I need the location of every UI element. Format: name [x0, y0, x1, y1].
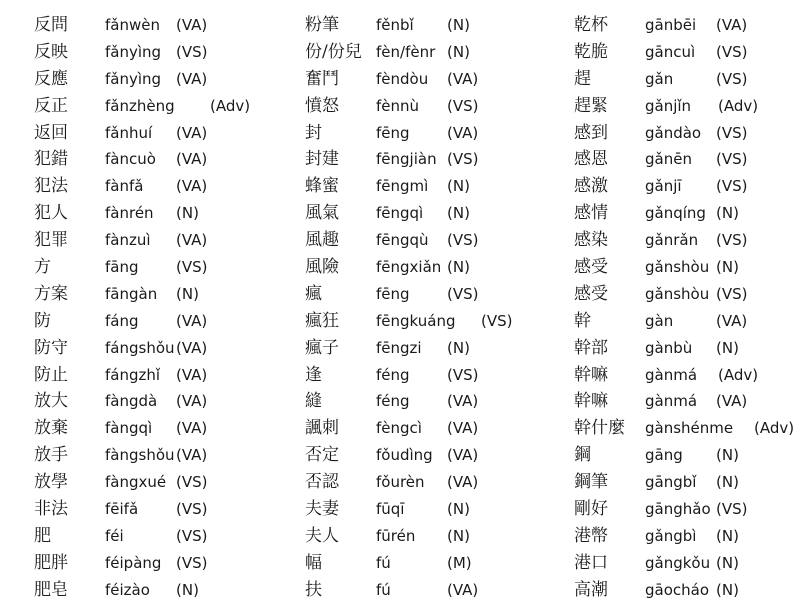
entry-pinyin: féng [376, 392, 410, 411]
entry-hanzi: 剛好 [574, 499, 608, 520]
entry-part-of-speech: (VA) [447, 69, 479, 88]
entry-hanzi: 乾脆 [574, 41, 608, 62]
entry-pinyin: gāncuì [645, 42, 696, 61]
entry-hanzi: 扶 [305, 579, 322, 600]
entry-pinyin: fǎnyìng [105, 42, 162, 61]
entry-part-of-speech: (VA) [176, 311, 208, 330]
entry-part-of-speech: (VS) [716, 231, 748, 250]
entry-part-of-speech: (VA) [176, 150, 208, 169]
entry-part-of-speech: (VS) [447, 365, 479, 384]
entry-hanzi: 犯人 [34, 203, 68, 224]
entry-part-of-speech: (VS) [447, 150, 479, 169]
entry-hanzi: 感到 [574, 122, 608, 143]
entry-hanzi: 防 [34, 310, 51, 331]
entry-pinyin: gāocháo [645, 580, 710, 599]
entry-hanzi: 肥皂 [34, 579, 68, 600]
entry-pinyin: fǒurèn [376, 473, 425, 492]
entry-pinyin: fāng [105, 258, 139, 277]
entry-part-of-speech: (VA) [176, 338, 208, 357]
entry-hanzi: 高潮 [574, 579, 608, 600]
entry-hanzi: 憤怒 [305, 95, 339, 116]
entry-hanzi: 否認 [305, 472, 339, 493]
entry-hanzi: 粉筆 [305, 15, 339, 35]
entry-pinyin: féi [105, 526, 124, 545]
entry-part-of-speech: (VS) [716, 69, 748, 88]
entry-part-of-speech: (N) [447, 204, 470, 223]
entry-part-of-speech: (VA) [176, 446, 208, 465]
entry-hanzi: 港口 [574, 552, 608, 573]
entry-hanzi: 夫人 [305, 525, 339, 546]
entry-part-of-speech: (M) [447, 553, 472, 572]
entry-part-of-speech: (N) [716, 526, 739, 545]
entry-part-of-speech: (VA) [447, 123, 479, 142]
entry-part-of-speech: (VS) [176, 500, 208, 519]
entry-pinyin: fàngshǒu [105, 446, 175, 465]
entry-hanzi: 放手 [34, 445, 68, 466]
entry-hanzi: 封 [305, 122, 322, 143]
entry-part-of-speech: (N) [176, 284, 199, 303]
entry-hanzi: 趕緊 [574, 95, 608, 116]
entry-hanzi: 犯罪 [34, 230, 68, 251]
entry-part-of-speech: (VS) [716, 150, 748, 169]
entry-part-of-speech: (VA) [447, 446, 479, 465]
entry-part-of-speech: (VS) [176, 473, 208, 492]
entry-hanzi: 非法 [34, 499, 68, 520]
entry-pinyin: fūqī [376, 500, 405, 519]
entry-part-of-speech: (Adv) [718, 365, 759, 384]
entry-part-of-speech: (VS) [176, 553, 208, 572]
entry-part-of-speech: (N) [176, 580, 199, 599]
entry-pinyin: gǎndào [645, 123, 702, 142]
entry-pinyin: fǒudìng [376, 446, 433, 465]
entry-pinyin: fànrén [105, 204, 154, 223]
entry-part-of-speech: (Adv) [718, 96, 759, 115]
entry-part-of-speech: (VA) [176, 392, 208, 411]
entry-hanzi: 幹部 [574, 337, 608, 358]
entry-hanzi: 感情 [574, 203, 608, 224]
entry-pinyin: fēngzi [376, 338, 422, 357]
entry-hanzi: 防守 [34, 337, 68, 358]
entry-pinyin: gǎnrǎn [645, 231, 699, 250]
entry-pinyin: fēng [376, 284, 410, 303]
entry-hanzi: 反映 [34, 41, 68, 62]
entry-part-of-speech: (VS) [716, 42, 748, 61]
entry-hanzi: 反正 [34, 95, 68, 116]
entry-hanzi: 防止 [34, 364, 68, 385]
entry-part-of-speech: (N) [447, 16, 470, 34]
entry-pinyin: gānbēi [645, 16, 697, 34]
entry-pinyin: gànshénme [645, 419, 734, 438]
entry-part-of-speech: (VA) [447, 392, 479, 411]
entry-pinyin: gānghǎo [645, 500, 711, 519]
entry-hanzi: 犯錯 [34, 149, 68, 170]
entry-hanzi: 奮鬥 [305, 68, 339, 89]
entry-part-of-speech: (VS) [716, 500, 748, 519]
entry-hanzi: 逢 [305, 364, 322, 385]
entry-pinyin: gǎngkǒu [645, 553, 711, 572]
entry-pinyin: fūrén [376, 526, 416, 545]
entry-hanzi: 夫妻 [305, 499, 339, 520]
entry-part-of-speech: (VS) [716, 177, 748, 196]
entry-pinyin: fáng [105, 311, 139, 330]
entry-pinyin: gǎnēn [645, 150, 692, 169]
entry-part-of-speech: (VA) [176, 365, 208, 384]
entry-hanzi: 肥 [34, 525, 51, 546]
entry-part-of-speech: (Adv) [210, 96, 251, 115]
entry-hanzi: 方案 [34, 283, 68, 304]
entry-part-of-speech: (N) [447, 500, 470, 519]
entry-part-of-speech: (N) [447, 526, 470, 545]
entry-hanzi: 幹嘛 [574, 391, 608, 412]
entry-pinyin: gànmá [645, 365, 698, 384]
entry-hanzi: 趕 [574, 68, 591, 89]
entry-hanzi: 風險 [305, 257, 339, 278]
entry-pinyin: fēngxiǎn [376, 258, 442, 277]
entry-part-of-speech: (VA) [176, 419, 208, 438]
entry-part-of-speech: (VS) [447, 96, 479, 115]
entry-hanzi: 放學 [34, 472, 68, 493]
entry-part-of-speech: (VS) [176, 258, 208, 277]
entry-part-of-speech: (VS) [481, 311, 513, 330]
entry-part-of-speech: (N) [447, 42, 470, 61]
entry-hanzi: 肥胖 [34, 552, 68, 573]
entry-hanzi: 港幣 [574, 525, 608, 546]
entry-pinyin: fǎnyìng [105, 69, 162, 88]
entry-part-of-speech: (N) [716, 446, 739, 465]
entry-pinyin: gǎnshòu [645, 284, 710, 303]
entry-pinyin: gǎn [645, 69, 674, 88]
entry-hanzi: 感恩 [574, 149, 608, 170]
entry-pinyin: fàngdà [105, 392, 158, 411]
entry-pinyin: fēngqì [376, 204, 424, 223]
entry-part-of-speech: (N) [716, 258, 739, 277]
entry-pinyin: fāngàn [105, 284, 158, 303]
entry-hanzi: 諷刺 [305, 418, 339, 439]
entry-pinyin: gǎnjī [645, 177, 682, 196]
entry-pinyin: fènnù [376, 96, 420, 115]
entry-pinyin: fàngqì [105, 419, 153, 438]
entry-hanzi: 風氣 [305, 203, 339, 224]
entry-part-of-speech: (N) [447, 177, 470, 196]
entry-pinyin: fèn/fènr [376, 42, 436, 61]
entry-hanzi: 瘋子 [305, 337, 339, 358]
entry-pinyin: fēngqù [376, 231, 429, 250]
entry-pinyin: fǎnwèn [105, 16, 160, 34]
entry-hanzi: 否定 [305, 445, 339, 466]
entry-pinyin: fēngkuáng [376, 311, 456, 330]
entry-pinyin: fèndòu [376, 69, 429, 88]
entry-pinyin: gànmá [645, 392, 698, 411]
entry-pinyin: fàncuò [105, 150, 156, 169]
entry-part-of-speech: (VA) [716, 392, 748, 411]
entry-hanzi: 感染 [574, 230, 608, 251]
entry-pinyin: gǎngbì [645, 526, 697, 545]
entry-part-of-speech: (VA) [716, 311, 748, 330]
entry-part-of-speech: (N) [716, 553, 739, 572]
entry-pinyin: fēng [376, 123, 410, 142]
entry-part-of-speech: (VA) [716, 16, 748, 34]
entry-pinyin: fú [376, 553, 391, 572]
entry-pinyin: fēngjiàn [376, 150, 437, 169]
entry-hanzi: 封建 [305, 149, 339, 170]
entry-pinyin: fànfǎ [105, 177, 144, 196]
entry-part-of-speech: (VA) [447, 473, 479, 492]
entry-hanzi: 鋼筆 [574, 472, 608, 493]
entry-pinyin: fèngcì [376, 419, 422, 438]
entry-part-of-speech: (N) [716, 473, 739, 492]
entry-hanzi: 犯法 [34, 176, 68, 197]
entry-hanzi: 反問 [34, 15, 68, 35]
entry-part-of-speech: (VA) [176, 231, 208, 250]
entry-hanzi: 幹什麼 [574, 418, 625, 439]
entry-pinyin: fǎnzhèng [105, 96, 175, 115]
entry-pinyin: gǎnqíng [645, 204, 706, 223]
entry-pinyin: fēifǎ [105, 500, 139, 519]
entry-hanzi: 份/份兒 [305, 41, 362, 62]
entry-part-of-speech: (VS) [447, 231, 479, 250]
entry-hanzi: 放棄 [34, 418, 68, 439]
entry-hanzi: 蜂蜜 [305, 176, 339, 197]
entry-part-of-speech: (VA) [447, 580, 479, 599]
entry-part-of-speech: (VA) [447, 419, 479, 438]
entry-part-of-speech: (N) [176, 204, 199, 223]
entry-part-of-speech: (VS) [176, 42, 208, 61]
entry-hanzi: 幹嘛 [574, 364, 608, 385]
entry-pinyin: gāng [645, 446, 683, 465]
entry-pinyin: fànzuì [105, 231, 151, 250]
entry-hanzi: 瘋 [305, 283, 322, 304]
entry-part-of-speech: (VS) [716, 284, 748, 303]
entry-part-of-speech: (VA) [176, 177, 208, 196]
entry-pinyin: fángshǒu [105, 338, 175, 357]
entry-pinyin: féipàng [105, 553, 162, 572]
entry-pinyin: féizào [105, 580, 150, 599]
entry-hanzi: 感受 [574, 283, 608, 304]
entry-hanzi: 幅 [305, 552, 322, 573]
entry-hanzi: 返回 [34, 122, 68, 143]
entry-hanzi: 放大 [34, 391, 68, 412]
entry-hanzi: 乾杯 [574, 15, 608, 35]
entry-part-of-speech: (N) [716, 338, 739, 357]
entry-hanzi: 瘋狂 [305, 310, 339, 331]
entry-pinyin: gǎnjǐn [645, 96, 692, 115]
entry-part-of-speech: (N) [716, 204, 739, 223]
entry-part-of-speech: (VS) [447, 284, 479, 303]
entry-hanzi: 感受 [574, 257, 608, 278]
entry-hanzi: 幹 [574, 310, 591, 331]
entry-pinyin: féng [376, 365, 410, 384]
entry-part-of-speech: (VA) [176, 123, 208, 142]
entry-pinyin: fàngxué [105, 473, 167, 492]
entry-hanzi: 鋼 [574, 445, 591, 466]
entry-hanzi: 反應 [34, 68, 68, 89]
entry-pinyin: fú [376, 580, 391, 599]
entry-hanzi: 感激 [574, 176, 608, 197]
entry-hanzi: 風趣 [305, 230, 339, 251]
entry-pinyin: fǎnhuí [105, 123, 153, 142]
entry-pinyin: gǎnshòu [645, 258, 710, 277]
entry-pinyin: gàn [645, 311, 674, 330]
entry-part-of-speech: (N) [716, 580, 739, 599]
entry-part-of-speech: (VA) [176, 69, 208, 88]
entry-pinyin: fěnbǐ [376, 16, 414, 34]
entry-pinyin: gànbù [645, 338, 693, 357]
entry-part-of-speech: (Adv) [754, 419, 795, 438]
entry-hanzi: 縫 [305, 391, 322, 412]
entry-pinyin: fēngmì [376, 177, 429, 196]
entry-pinyin: gāngbǐ [645, 473, 697, 492]
entry-part-of-speech: (VS) [716, 123, 748, 142]
entry-part-of-speech: (VS) [176, 526, 208, 545]
entry-hanzi: 方 [34, 257, 51, 278]
entry-pinyin: fángzhǐ [105, 365, 161, 384]
entry-part-of-speech: (N) [447, 338, 470, 357]
entry-part-of-speech: (N) [447, 258, 470, 277]
entry-part-of-speech: (VA) [176, 16, 208, 34]
